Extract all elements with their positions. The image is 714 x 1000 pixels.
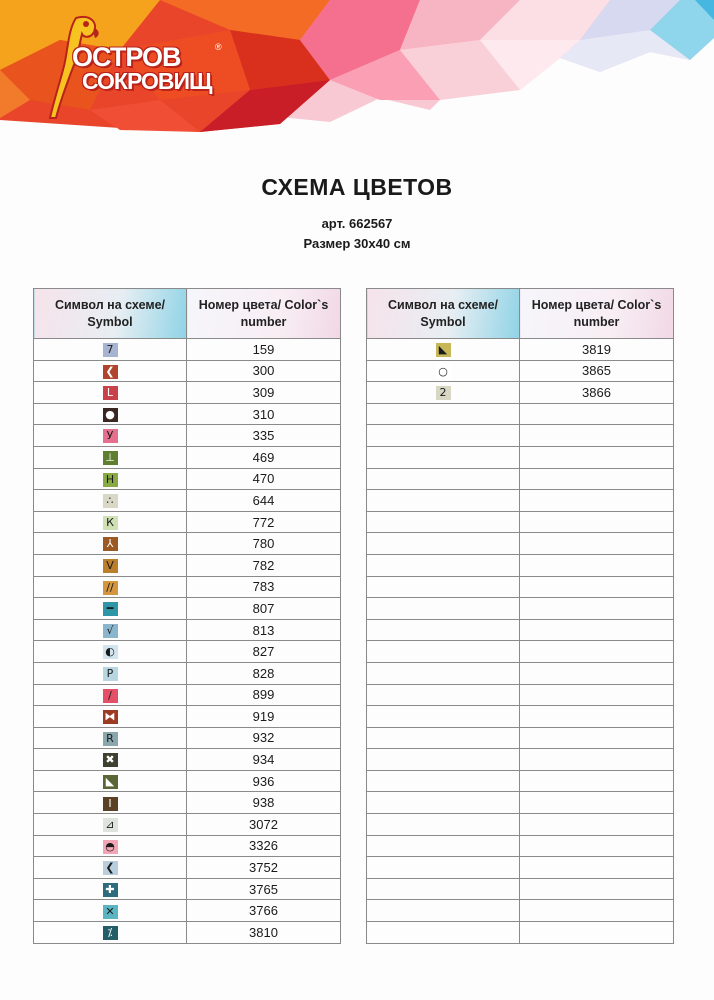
symbol-cell: [34, 922, 187, 944]
symbol-chip: 7: [103, 343, 118, 357]
symbol-cell: [34, 360, 187, 382]
header-color-number: Номер цвета/ Color`s number: [187, 289, 341, 339]
empty-row: [367, 641, 674, 663]
symbol-chip: √: [103, 624, 118, 638]
symbol-cell: [34, 835, 187, 857]
header-color-number: Номер цвета/ Color`s number: [520, 289, 674, 339]
color-number: [520, 727, 674, 749]
table-row: [34, 511, 341, 533]
color-table-right: [366, 288, 674, 944]
symbol-cell: [34, 554, 187, 576]
color-number: 807: [187, 598, 341, 620]
table-row: [34, 339, 341, 361]
color-number: 300: [187, 360, 341, 382]
article-number: арт. 662567: [321, 216, 393, 231]
color-number: 780: [187, 533, 341, 555]
color-number: [520, 598, 674, 620]
table-row: [34, 533, 341, 555]
symbol-cell: [34, 490, 187, 512]
color-number: 828: [187, 662, 341, 684]
color-number: [520, 619, 674, 641]
color-number: 3752: [187, 857, 341, 879]
color-number: [520, 554, 674, 576]
symbol-chip: ∴: [103, 494, 118, 508]
color-number: [520, 576, 674, 598]
symbol-cell: [34, 878, 187, 900]
table-row: [34, 598, 341, 620]
color-number: 932: [187, 727, 341, 749]
empty-row: [367, 900, 674, 922]
symbol-chip: Н: [103, 473, 118, 487]
table-row: [34, 403, 341, 425]
table-row: [34, 576, 341, 598]
symbol-cell: [34, 814, 187, 836]
symbol-cell: [367, 598, 520, 620]
color-number: 3072: [187, 814, 341, 836]
symbol-cell: [367, 619, 520, 641]
empty-row: [367, 446, 674, 468]
empty-row: [367, 619, 674, 641]
symbol-cell: [34, 403, 187, 425]
empty-row: [367, 468, 674, 490]
symbol-chip: ⁒: [103, 926, 118, 940]
table-row: [34, 425, 341, 447]
symbol-cell: [367, 468, 520, 490]
symbol-cell: [34, 533, 187, 555]
empty-row: [367, 922, 674, 944]
symbol-cell: [34, 425, 187, 447]
canvas-size: Размер 30х40 см: [303, 236, 411, 251]
symbol-chip: ❮: [103, 861, 118, 875]
symbol-cell: [34, 468, 187, 490]
empty-row: [367, 792, 674, 814]
brand-logo: [42, 8, 232, 120]
symbol-cell: [367, 641, 520, 663]
color-number: 919: [187, 706, 341, 728]
header-symbol: Символ на схеме/ Symbol: [34, 289, 187, 339]
table-row: [367, 339, 674, 361]
color-number: 3865: [520, 360, 674, 382]
color-number: [520, 900, 674, 922]
empty-row: [367, 403, 674, 425]
symbol-cell: [34, 770, 187, 792]
empty-row: [367, 857, 674, 879]
color-number: [520, 684, 674, 706]
symbol-cell: [34, 900, 187, 922]
symbol-cell: [367, 727, 520, 749]
symbol-chip: У: [103, 429, 118, 443]
empty-row: [367, 684, 674, 706]
symbol-chip: I: [103, 797, 118, 811]
symbol-cell: [367, 878, 520, 900]
symbol-chip: ✚: [103, 883, 118, 897]
brand-name-line2: СОКРОВИЩ: [82, 68, 212, 94]
table-row: [367, 360, 674, 382]
table-row: [34, 641, 341, 663]
symbol-cell: [367, 684, 520, 706]
color-number: 3765: [187, 878, 341, 900]
symbol-cell: [367, 511, 520, 533]
color-number: 470: [187, 468, 341, 490]
color-number: [520, 857, 674, 879]
color-number: 934: [187, 749, 341, 771]
color-number: 772: [187, 511, 341, 533]
color-table-left: [33, 288, 341, 944]
color-number: [520, 641, 674, 663]
symbol-chip: ◐: [103, 645, 118, 659]
table-row: [34, 619, 341, 641]
table-row: [34, 792, 341, 814]
symbol-cell: [367, 922, 520, 944]
color-number: [520, 922, 674, 944]
table-row: [34, 468, 341, 490]
symbol-chip: ●: [103, 408, 118, 422]
color-number: [520, 533, 674, 555]
symbol-cell: [367, 533, 520, 555]
symbol-chip: ⧓: [104, 710, 116, 724]
table-row: [34, 857, 341, 879]
symbol-cell: [34, 619, 187, 641]
color-number: [520, 446, 674, 468]
symbol-cell: [34, 446, 187, 468]
symbol-cell: [34, 857, 187, 879]
table-row: [34, 922, 341, 944]
symbol-cell: [34, 511, 187, 533]
color-number: 3819: [520, 339, 674, 361]
symbol-cell: [367, 403, 520, 425]
symbol-cell: [34, 339, 187, 361]
symbol-cell: [34, 641, 187, 663]
symbol-cell: [367, 360, 520, 382]
table-row: [34, 490, 341, 512]
symbol-cell: [367, 770, 520, 792]
symbol-chip: ⊥: [103, 451, 118, 465]
table-row: [34, 662, 341, 684]
symbol-chip: ◣: [436, 343, 451, 357]
symbol-cell: [34, 684, 187, 706]
color-number: 469: [187, 446, 341, 468]
table-row: [34, 727, 341, 749]
symbol-cell: [34, 662, 187, 684]
symbol-chip: ⊿: [103, 818, 118, 832]
empty-row: [367, 814, 674, 836]
symbol-chip: ○: [436, 365, 451, 379]
symbol-cell: [367, 425, 520, 447]
color-number: [520, 792, 674, 814]
symbol-cell: [367, 382, 520, 404]
symbol-cell: [367, 706, 520, 728]
symbol-chip: ✕: [103, 905, 118, 919]
color-number: 782: [187, 554, 341, 576]
color-number: [520, 706, 674, 728]
color-number: [520, 835, 674, 857]
symbol-cell: [367, 749, 520, 771]
table-row: [34, 878, 341, 900]
empty-row: [367, 749, 674, 771]
symbol-cell: [367, 900, 520, 922]
table-row: [34, 900, 341, 922]
color-number: [520, 490, 674, 512]
empty-row: [367, 835, 674, 857]
table-row: [34, 382, 341, 404]
empty-row: [367, 554, 674, 576]
symbol-chip: /: [103, 689, 118, 703]
page-title: СХЕМА ЦВЕТОВ: [261, 174, 453, 200]
symbol-chip: ◓: [103, 840, 118, 854]
table-row: [367, 382, 674, 404]
color-number: [520, 425, 674, 447]
empty-row: [367, 598, 674, 620]
symbol-chip: L: [103, 386, 118, 400]
color-number: 938: [187, 792, 341, 814]
empty-row: [367, 662, 674, 684]
color-number: 310: [187, 403, 341, 425]
empty-row: [367, 425, 674, 447]
color-number: 3766: [187, 900, 341, 922]
symbol-cell: [367, 339, 520, 361]
symbol-cell: [367, 835, 520, 857]
symbol-cell: [367, 446, 520, 468]
symbol-chip: К: [103, 516, 118, 530]
table-row: [34, 706, 341, 728]
symbol-chip: ━: [103, 602, 118, 616]
table-row: [34, 814, 341, 836]
color-number: 936: [187, 770, 341, 792]
symbol-cell: [367, 576, 520, 598]
table-row: [34, 360, 341, 382]
symbol-cell: [367, 662, 520, 684]
symbol-cell: [34, 576, 187, 598]
registered-mark: ®: [215, 42, 222, 52]
color-number: [520, 749, 674, 771]
symbol-cell: [34, 792, 187, 814]
color-number: [520, 468, 674, 490]
color-number: 335: [187, 425, 341, 447]
header-symbol: Символ на схеме/ Symbol: [367, 289, 520, 339]
symbol-cell: [367, 857, 520, 879]
empty-row: [367, 770, 674, 792]
color-number: 827: [187, 641, 341, 663]
color-number: 3810: [187, 922, 341, 944]
symbol-cell: [34, 727, 187, 749]
color-number: [520, 511, 674, 533]
table-row: [34, 770, 341, 792]
symbol-chip: Р: [103, 667, 118, 681]
table-row: [34, 835, 341, 857]
color-number: [520, 770, 674, 792]
color-number: [520, 403, 674, 425]
empty-row: [367, 490, 674, 512]
symbol-chip: ✖: [103, 753, 118, 767]
color-number: 783: [187, 576, 341, 598]
table-row: [34, 446, 341, 468]
empty-row: [367, 727, 674, 749]
empty-row: [367, 878, 674, 900]
symbol-chip: ⅄: [103, 537, 118, 551]
symbol-cell: [367, 490, 520, 512]
color-number: 813: [187, 619, 341, 641]
color-number: [520, 814, 674, 836]
symbol-chip: ❮: [103, 365, 118, 379]
color-number: 309: [187, 382, 341, 404]
symbol-chip: //: [103, 581, 118, 595]
empty-row: [367, 576, 674, 598]
table-row: [34, 684, 341, 706]
symbol-cell: [367, 792, 520, 814]
color-number: [520, 878, 674, 900]
table-row: [34, 554, 341, 576]
symbol-cell: [34, 706, 187, 728]
color-number: 3326: [187, 835, 341, 857]
symbol-cell: [367, 554, 520, 576]
color-number: 644: [187, 490, 341, 512]
symbol-chip: V: [103, 559, 118, 573]
symbol-chip: ◣: [103, 775, 118, 789]
empty-row: [367, 706, 674, 728]
symbol-chip: R: [103, 732, 118, 746]
table-row: [34, 749, 341, 771]
symbol-cell: [34, 598, 187, 620]
symbol-cell: [367, 814, 520, 836]
empty-row: [367, 533, 674, 555]
color-number: 159: [187, 339, 341, 361]
symbol-chip: 2: [436, 386, 451, 400]
color-number: 3866: [520, 382, 674, 404]
color-number: 899: [187, 684, 341, 706]
symbol-cell: [34, 749, 187, 771]
empty-row: [367, 511, 674, 533]
brand-name-line1: ОСТРОВ: [72, 42, 181, 72]
symbol-cell: [34, 382, 187, 404]
color-number: [520, 662, 674, 684]
